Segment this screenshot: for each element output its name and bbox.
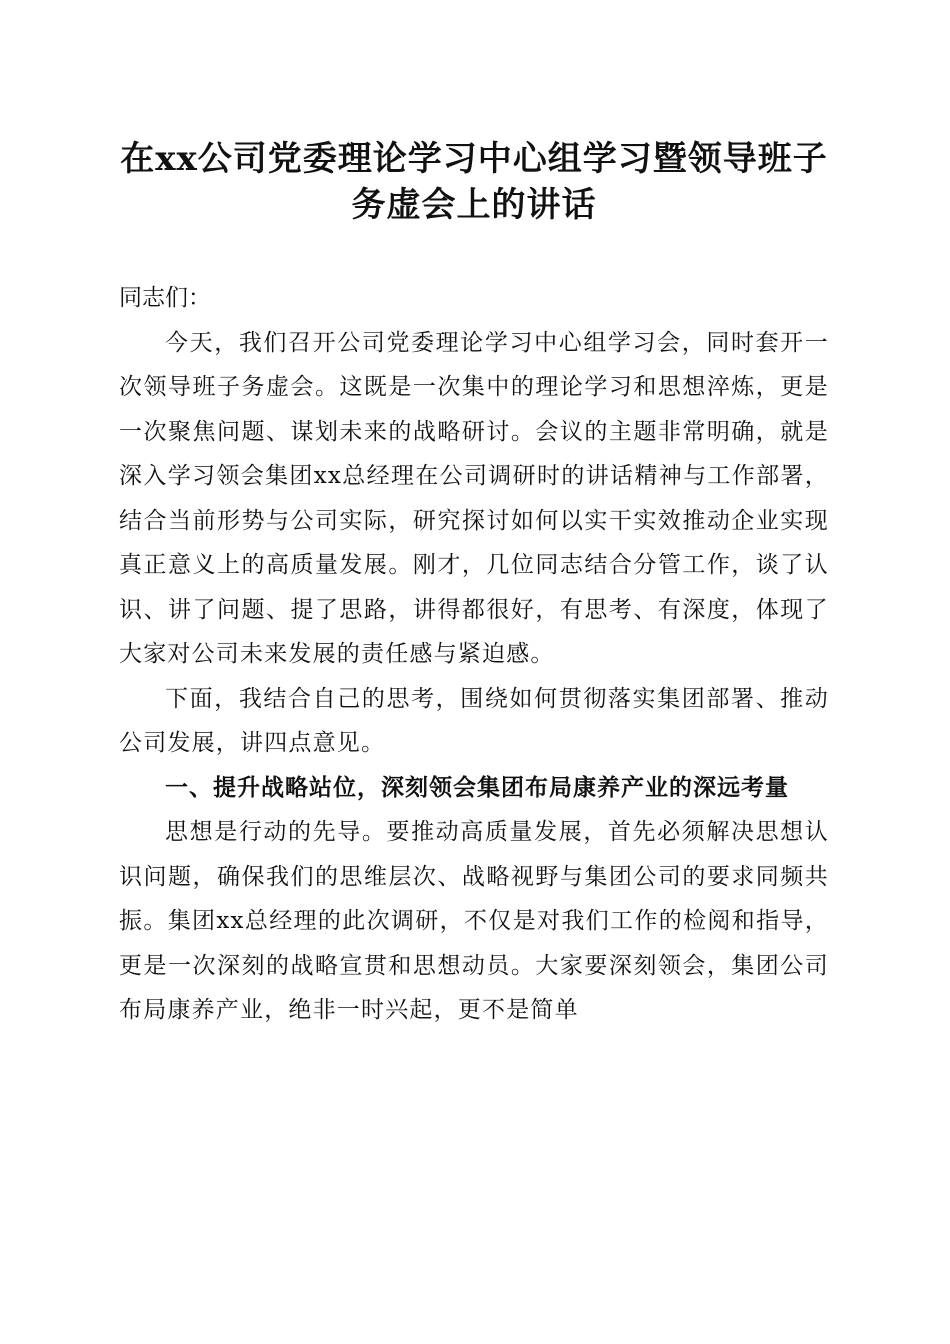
- salutation: 同志们：: [119, 285, 211, 311]
- paragraph-section-1: 思想是行动的先导。要推动高质量发展，首先必须解决思想认识问题，确保我们的思维层次、战略视野与集团公司的要求同频共振。集团xx总经理的此次调研，不仅是对我们工作的检阅和指导，更是一次深刻的战略宣贯和思想动员。大家要深刻领会，集团公司布局康养产业，绝非一时兴起，更不是简单: [119, 819, 829, 1023]
- paragraph-opening: 今天，我们召开公司党委理论学习中心组学习会，同时套开一次领导班子务虚会。这既是一次集中的理论学习和思想淬炼，更是一次聚焦问题、谋划未来的战略研讨。会议的主题非常明确，就是深入学习领会集团xx总经理在公司调研时的讲话精神与工作部署，结合当前形势与公司实际，研究探讨如何以实干实效推动企业实现真正意义上的高质量发展。刚才，几位同志结合分管工作，谈了认识、讲了问题、提了思路，讲得都很好，有思考、有深度，体现了大家对公司未来发展的责任感与紧迫感。: [119, 329, 829, 667]
- document-body: [119, 136, 829, 1033]
- document-title: 在xx公司党委理论学习中心组学习暨领导班子务虚会上的讲话: [120, 139, 828, 225]
- paragraph-outline: 下面，我结合自己的思考，围绕如何贯彻落实集团部署、推动公司发展，讲四点意见。: [119, 685, 829, 756]
- section-heading-1: 一、提升战略站位，深刻领会集团布局康养产业的深远考量: [165, 774, 789, 801]
